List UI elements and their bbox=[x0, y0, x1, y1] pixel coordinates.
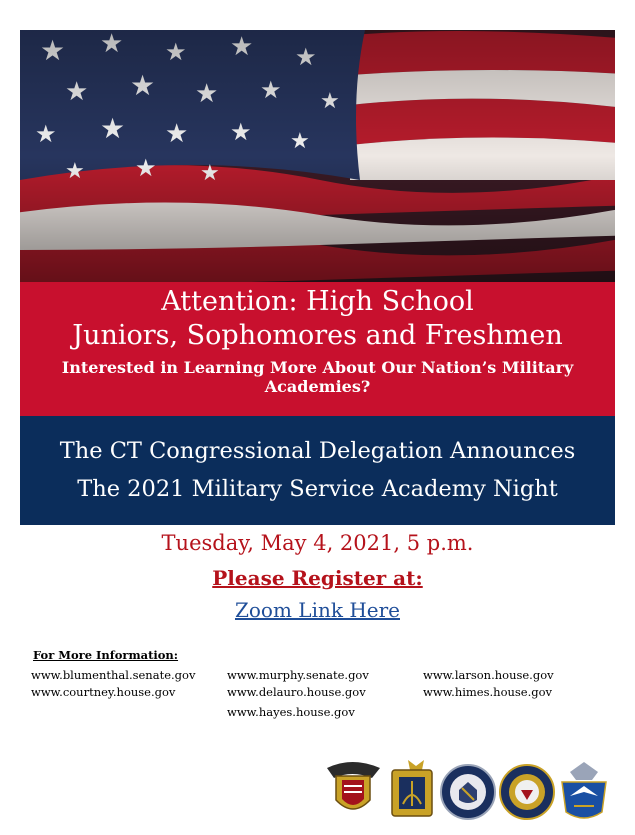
coast-guard-academy-seal-icon bbox=[441, 765, 495, 819]
announcement-banner bbox=[20, 416, 615, 525]
merchant-marine-academy-seal-icon bbox=[500, 765, 554, 819]
air-force-academy-seal-icon bbox=[562, 762, 606, 818]
headline-line-1: Attention: High School bbox=[161, 286, 474, 317]
website-link[interactable]: www.courtney.house.gov bbox=[31, 685, 176, 699]
naval-academy-seal-icon bbox=[392, 760, 432, 816]
event-date: Tuesday, May 4, 2021, 5 p.m. bbox=[161, 531, 474, 555]
academy-seals bbox=[322, 756, 612, 826]
website-link[interactable]: www.murphy.senate.gov bbox=[227, 668, 369, 682]
website-link[interactable]: www.delauro.house.gov bbox=[227, 685, 366, 699]
website-link[interactable]: www.blumenthal.senate.gov bbox=[31, 668, 196, 682]
register-label: Please Register at: bbox=[212, 566, 423, 590]
west-point-seal-icon bbox=[327, 762, 380, 809]
website-link[interactable]: www.hayes.house.gov bbox=[227, 705, 355, 719]
announcement-line-1: The CT Congressional Delegation Announces bbox=[59, 438, 576, 464]
headline-subtitle: Interested in Learning More About Our Nation’s Military Academies? bbox=[61, 358, 574, 396]
zoom-link[interactable]: Zoom Link Here bbox=[234, 598, 400, 622]
american-flag-image bbox=[20, 30, 615, 282]
header-banner bbox=[20, 282, 615, 416]
headline-line-2: Juniors, Sophomores and Freshmen bbox=[72, 320, 563, 351]
announcement-line-2: The 2021 Military Service Academy Night bbox=[77, 476, 558, 502]
website-link[interactable]: www.himes.house.gov bbox=[423, 685, 553, 699]
website-link[interactable]: www.larson.house.gov bbox=[423, 668, 554, 682]
more-info-title: For More Information: bbox=[33, 648, 179, 662]
